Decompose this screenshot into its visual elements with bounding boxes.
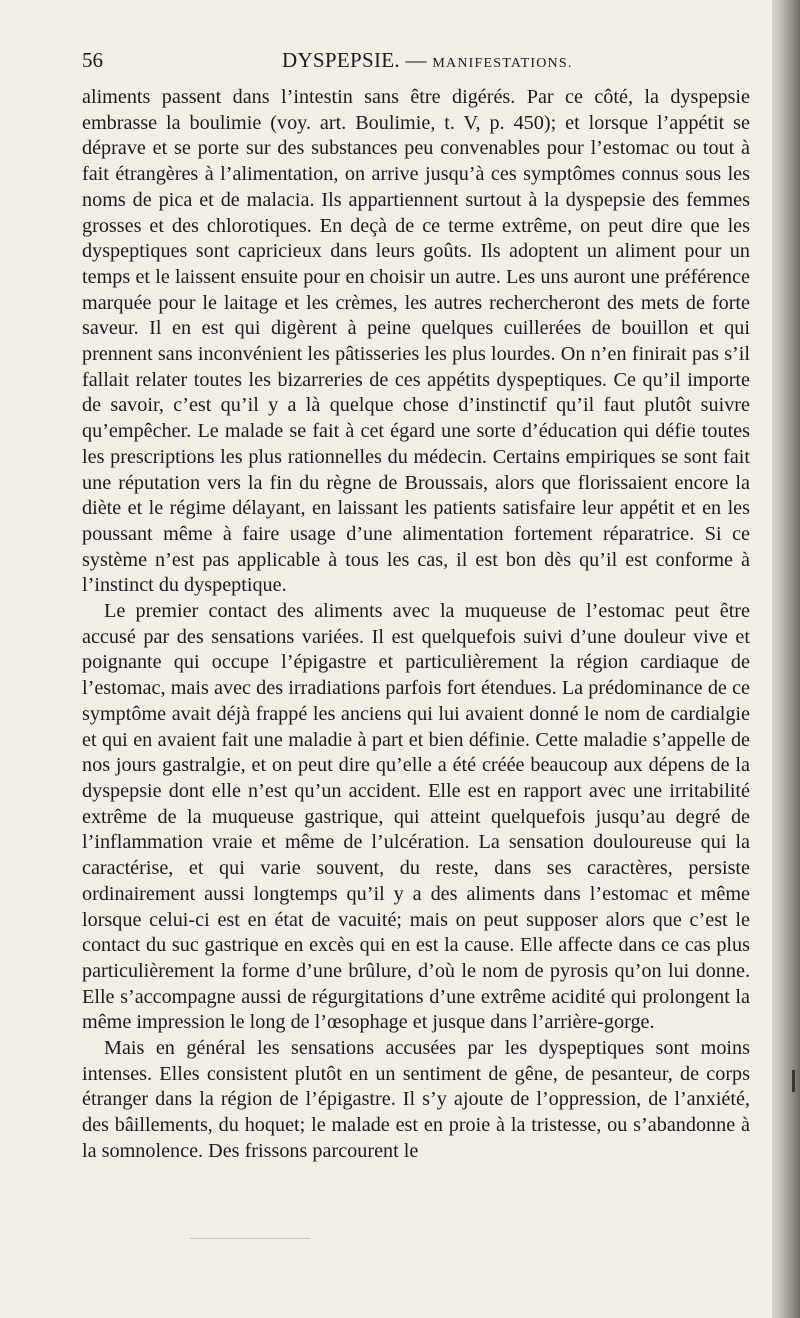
running-title-separator: — <box>399 48 433 72</box>
paragraph-1: aliments passent dans l’intestin sans être digérés. Par ce côté, la dyspepsie embrasse la boulimie (voy. art. Boulimie, t. V, p. 450); et lorsque l’appétit se déprave et se porte sur des substances peu convenables pour l’estomac ou tout à fait étrangères à l’alimentation, on arrive jusqu’à ces symptômes connus sous les noms de pica et de malacia. Ils appartiennent surtout à la dyspepsie des femmes grosses et des chlorotiques. En deçà de ce terme extrême, on peut dire que les dyspeptiques sont capricieux dans leurs goûts. Ils adoptent un aliment pour un temps et le laissent ensuite pour en choisir un autre. Les uns auront une préférence marquée pour le laitage et les crèmes, les autres rechercheront des mets de forte saveur. Il en est qui digèrent à peine quelques cuillerées de bouillon et qui prennent sans inconvénient les pâtisseries les plus lourdes. On n’en finirait pas s’il fallait relater toutes les bizarreries de ces appétits dyspeptiques. Ce qu’il importe de savoir, c’est qu’il y a là quelque chose d’instinctif qu’il faut plutôt suivre qu’empêcher. Le malade se fait à cet égard une sorte d’éducation qui défie toutes les prescriptions les plus rationnelles du médecin. Certains empiriques se sont fait une réputation vers la fin du règne de Broussais, alors que florissaient encore la diète et le régime délayant, en laissant les patients satisfaire leur appétit et en les poussant même à faire usage d’une alimentation fortement réparatrice. Si ce système n’est pas applicable à tous les cas, il est bon dès qu’il est conforme à l’instinct du dyspeptique. <box>82 86 750 597</box>
edge-mark <box>792 1070 795 1092</box>
running-title-subtitle: MANIFESTATIONS. <box>432 56 573 71</box>
paragraph-3: Mais en général les sensations accusées par les dyspeptiques sont moins intenses. Elles consistent plutôt en un sentiment de gêne, de pesanteur, de corps étranger dans la région de l’épigastre. Il s’y ajoute de l’oppression, de l’anxiété, des bâillements, du hoquet; le malade est en proie à la tristesse, ou s’abandonne à la somnolence. Des frissons parcourent le <box>82 1037 750 1162</box>
page-number: 56 <box>82 48 103 72</box>
running-title-main: DYSPEPSIE. <box>282 48 400 72</box>
body-text <box>82 85 750 1165</box>
paragraph-2: Le premier contact des aliments avec la muqueuse de l’estomac peut être accusé par des sensations variées. Il est quelquefois suivi d’une douleur vive et poignante qui occupe l’épigastre et particulièrement la région cardiaque de l’estomac, mais avec des irradiations parfois fort étendues. La prédominance de ce symptôme avait déjà frappé les anciens qui lui avaient donné le nom de cardialgie et qui en avaient fait une maladie à part et bien définie. Cette maladie s’appelle de nos jours gastralgie, et on peut dire qu’elle a été créée beaucoup aux dépens de la dyspepsie dont elle n’est qu’un accident. Elle est en rapport avec une irritabilité extrême de la muqueuse gastrique, qui atteint quelquefois jusqu’au degré de l’inflammation vraie et même de l’ulcération. La sensation douloureuse qui la caractérise, et qui varie souvent, du reste, dans ses caractères, persiste ordinairement aussi longtemps qu’il y a des aliments dans l’estomac et même lorsque celui-ci est en état de vacuité; mais on peut supposer alors que c’est le contact du suc gastrique en excès qui en est la cause. Elle affecte dans ce cas plus particulièrement la forme d’une brûlure, d’où le nom de pyrosis qu’on lui donne. Elle s’accompagne aussi de régurgitations d’une extrême acidité qui prolongent la même impression le long de l’œsophage et jusque dans l’arrière-gorge. <box>82 600 750 1034</box>
running-header <box>82 48 750 78</box>
page-edge-shadow <box>772 0 800 1318</box>
bottom-rule <box>190 1238 310 1239</box>
running-title <box>282 48 573 73</box>
